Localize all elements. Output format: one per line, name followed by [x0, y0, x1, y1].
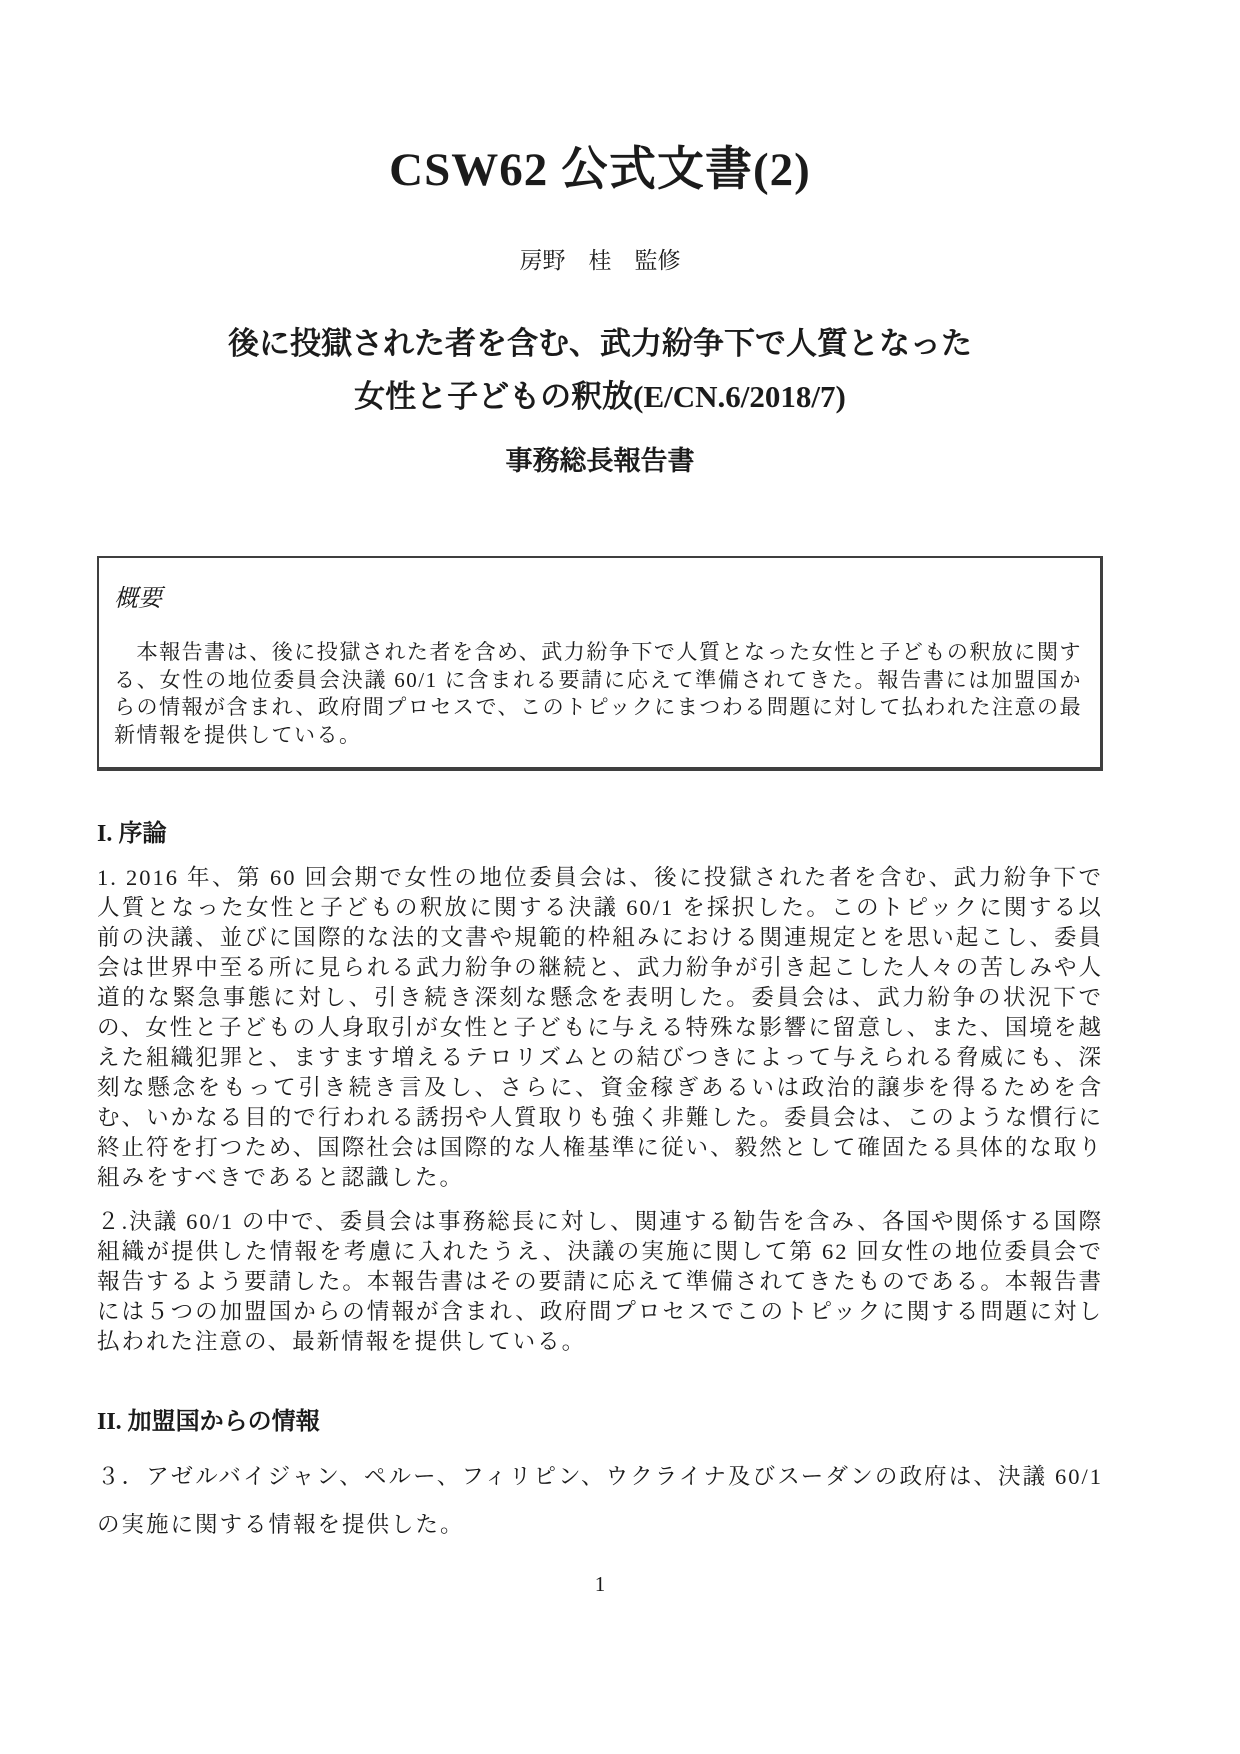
section-member-state-information	[97, 1407, 1103, 1549]
report-title-line1: 後に投獄された者を含む、武力紛争下で人質となった	[228, 326, 972, 362]
document-title: CSW62 公式文書(2)	[389, 144, 811, 196]
section-member-state-information-heading: II. 加盟国からの情報	[97, 1409, 320, 1436]
paragraph-1: 1. 2016 年、第 60 回会期で女性の地位委員会は、後に投獄された者を含む、武力紛争下で人質となった女性と子どもの釈放に関する決議 60/1 を採択した。このトピックに関する以前の決議、並びに国際的な法的文書や規範的枠組みにおける関連規定とを思い起こし、委員会は世界中至る所に見られる武力紛争の継続と、武力紛争が引き起こした人々の苦しみや人道的な緊急事態に対し、引き続き深刻な懸念を表明した。委員会は、武力紛争の状況下での、女性と子どもの人身取引が女性と子どもに与える特殊な影響に留意し、また、国境を越えた組織犯罪と、ますます増えるテロリズムとの結びつきによって与えられる脅威にも、深刻な懸念をもって引き続き言及し、さらに、資金稼ぎあるいは政治的譲歩を得るためを含む、いかなる目的で行われる誘拐や人質取りも強く非難した。委員会は、このような慣行に終止符を打つため、国際社会は国際的な人権基準に従い、毅然として確固たる具体的な取り組みをすべきであると認識した。	[97, 865, 1103, 1191]
report-title	[97, 317, 1103, 423]
summary-box-label: 概要	[114, 586, 162, 613]
summary-box	[97, 556, 1103, 771]
supervisor-credit: 房野 桂 監修	[519, 248, 681, 274]
paragraph-3: ３．アゼルバイジャン、ペルー、フィリピン、ウクライナ及びスーダンの政府は、決議 60/1 の実施に関する情報を提供した。	[97, 1464, 1103, 1538]
section-introduction	[97, 819, 1103, 1357]
section-introduction-heading: I. 序論	[97, 821, 167, 848]
report-subtitle: 事務総長報告書	[505, 446, 695, 477]
page-number: 1	[594, 1572, 606, 1596]
report-title-line2: 女性と子どもの釈放(E/CN.6/2018/7)	[354, 379, 846, 415]
summary-box-body: 本報告書は、後に投獄された者を含め、武力紛争下で人質となった女性と子どもの釈放に関する、女性の地位委員会決議 60/1 に含まれる要請に応えて準備されてきた。報告書には加盟国からの情報が含まれ、政府間プロセスで、このトピックにまつわる問題に対して払われた注意の最新情報を提供している。	[114, 640, 1082, 747]
paragraph-2: ２.決議 60/1 の中で、委員会は事務総長に対し、関連する勧告を含み、各国や関係する国際組織が提供した情報を考慮に入れたうえ、決議の実施に関して第 62 回女性の地位委員会で報告するよう要請した。本報告書はその要請に応えて準備されてきたものである。本報告書には５つの加盟国からの情報が含まれ、政府間プロセスでこのトピックに関する問題に対し払われた注意の、最新情報を提供している。	[97, 1209, 1103, 1355]
